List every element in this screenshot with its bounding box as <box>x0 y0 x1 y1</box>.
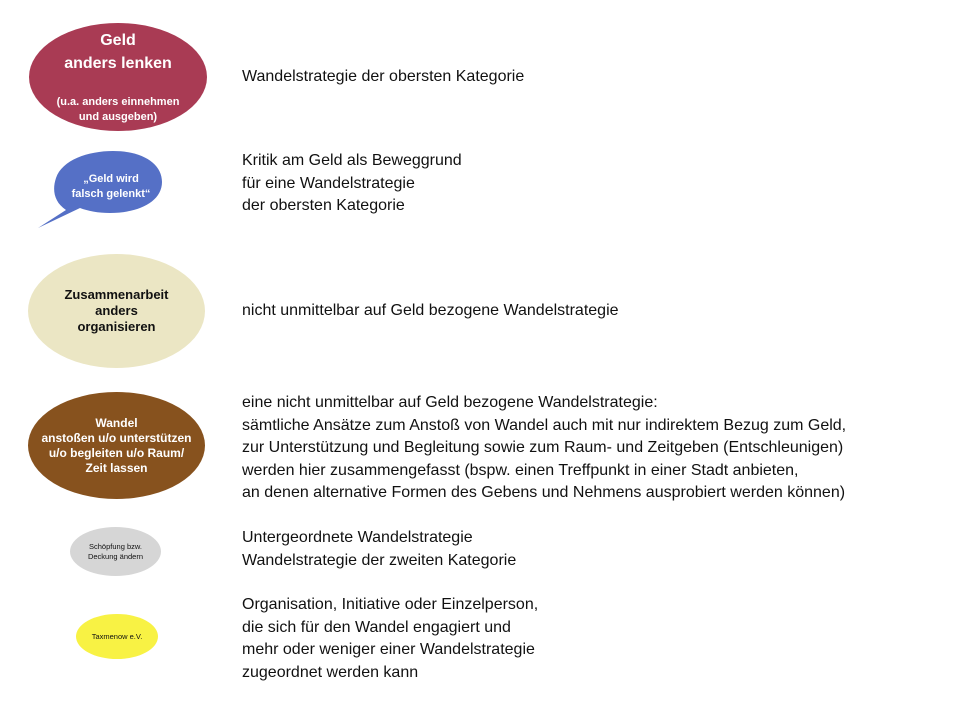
wandel-label: Wandel anstoßen u/o unterstützen u/o begleiten u/o Raum/ Zeit lassen <box>41 415 192 475</box>
kritik-bubble-label: „Geld wird falsch gelenkt“ <box>71 173 151 200</box>
legend-schoepfung: Untergeordnete Wandelstrategie Wandelstrategie der zweiten Kategorie <box>242 529 517 569</box>
geld-anders-lenken-ellipse <box>29 23 207 131</box>
zusammenarbeit-label: Zusammenarbeit anders organisieren <box>64 286 169 335</box>
legend-kritik-bubble: Kritik am Geld als Beweggrund für eine Wandelstrategie der obersten Kategorie <box>242 152 462 214</box>
legend-zusammenarbeit: nicht unmittelbar auf Geld bezogene Wandelstrategie <box>242 302 619 319</box>
legend-taxmenow: Organisation, Initiative oder Einzelperson, die sich für den Wandel engagiert und mehr oder weniger einer Wandelstrategie zugeordnet werden kann <box>242 596 539 681</box>
kritik-speech-bubble <box>38 150 170 230</box>
geld-anders-lenken-label <box>57 9 180 145</box>
geld-anders-lenken-title: Geld anders lenken <box>64 32 172 72</box>
schoepfung-ellipse <box>70 527 161 576</box>
legend-wandel: eine nicht unmittelbar auf Geld bezogene Wandelstrategie: sämtliche Ansätze zum Anstoß von Wandel auch mit nur indirektem Bezug zum Geld, zur Unterstützung und Begleitung sowie zum Raum- und Zeitgeben (Entschleunigen) werden hier zusammengefasst (bspw. einen Treffpunkt in einer Stadt anbieten, an denen alternative Formen des Gebens und Nehmens ausprobiert werden können) <box>242 394 847 501</box>
geld-anders-lenken-subtitle: (u.a. anders einnehmen und ausgeben) <box>56 96 180 123</box>
taxmenow-label: Taxmenow e.V. <box>91 631 143 641</box>
schoepfung-label: Schöpfung bzw. Deckung ändern <box>87 542 144 561</box>
wandel-ellipse <box>28 392 205 499</box>
taxmenow-ellipse <box>76 614 158 659</box>
zusammenarbeit-ellipse <box>28 254 205 368</box>
legend-geld-anders-lenken: Wandelstrategie der obersten Kategorie <box>242 68 525 85</box>
